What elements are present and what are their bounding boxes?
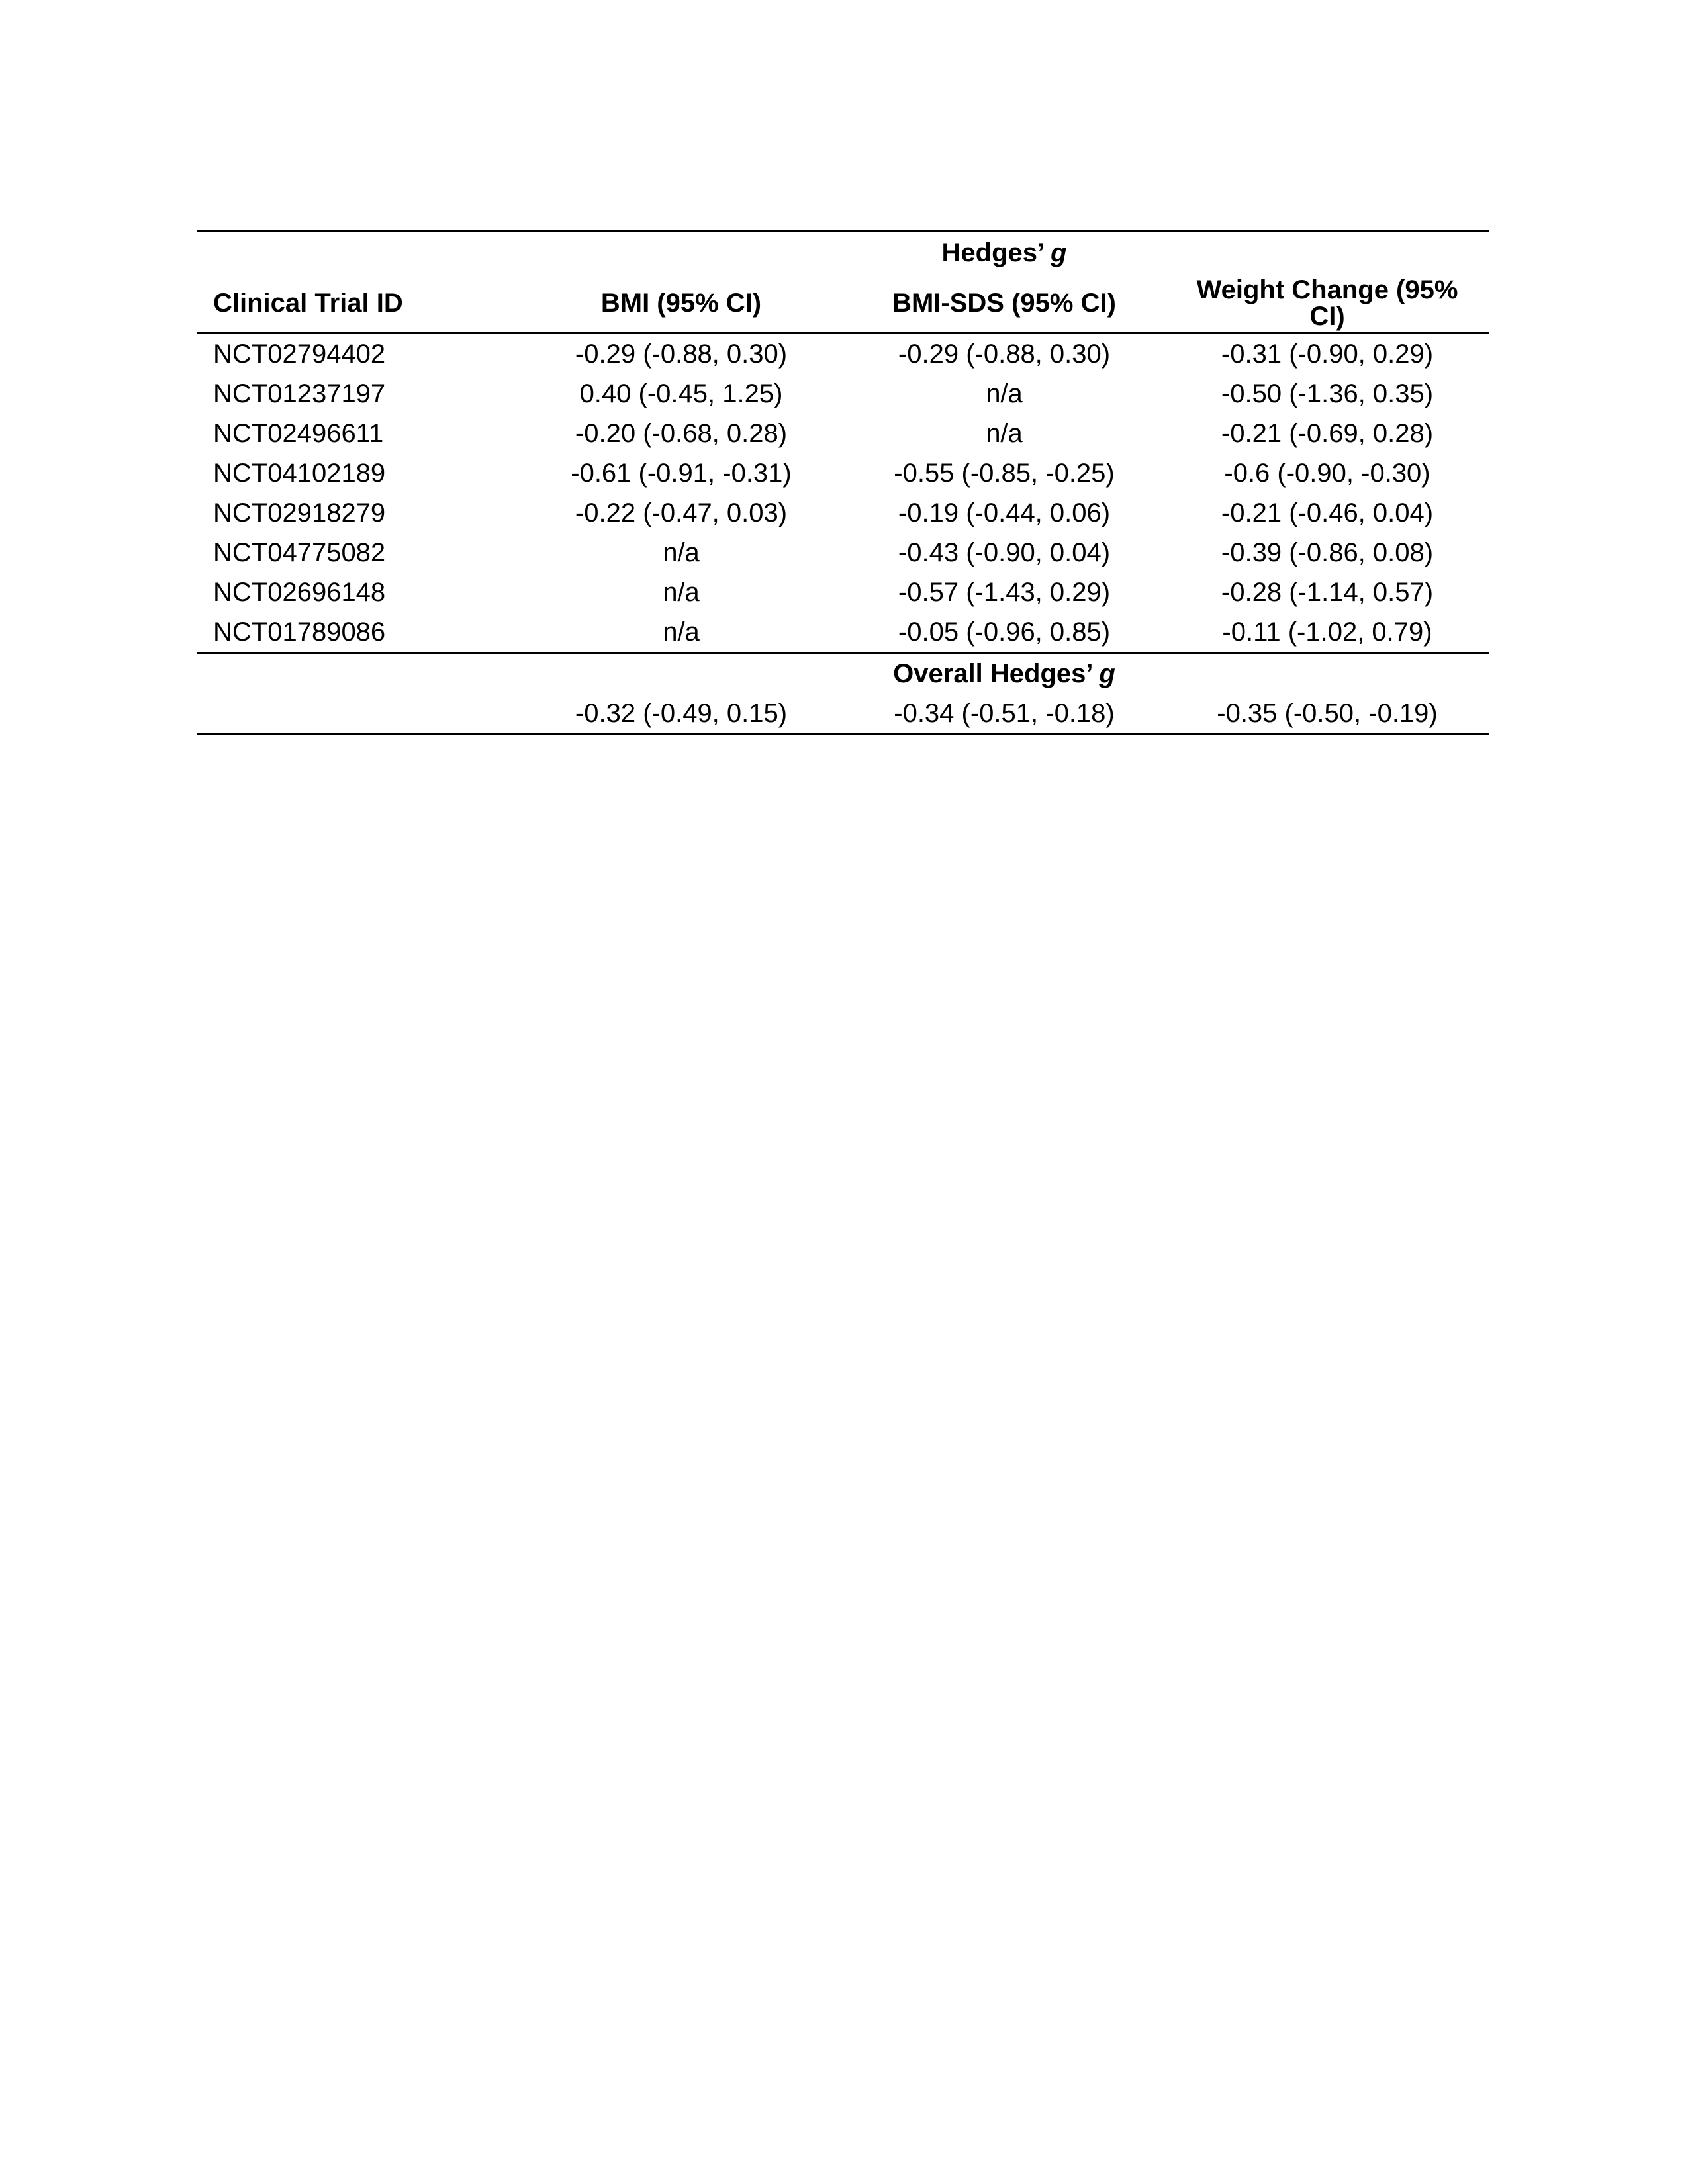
bmi-sds-cell: -0.57 (-1.43, 0.29) bbox=[898, 578, 1111, 607]
weight-change-cell: -0.6 (-0.90, -0.30) bbox=[1224, 459, 1430, 488]
trial-id-cell: NCT02918279 bbox=[213, 498, 386, 527]
trial-id-cell: NCT01237197 bbox=[213, 379, 386, 408]
bmi-cell: n/a bbox=[663, 538, 700, 567]
bmi-cell: -0.22 (-0.47, 0.03) bbox=[575, 498, 788, 527]
overall-header-row bbox=[197, 653, 1489, 694]
bmi-cell: -0.29 (-0.88, 0.30) bbox=[575, 340, 788, 369]
bmi-cell: -0.61 (-0.91, -0.31) bbox=[571, 459, 792, 488]
group-header-prefix: Hedges’ bbox=[941, 238, 1051, 267]
weight-change-cell: -0.50 (-1.36, 0.35) bbox=[1221, 379, 1434, 408]
overall-header bbox=[843, 653, 1166, 694]
overall-label-cell bbox=[197, 694, 520, 735]
bmi-cell: 0.40 (-0.45, 1.25) bbox=[579, 379, 783, 408]
weight-change-cell: -0.11 (-1.02, 0.79) bbox=[1166, 612, 1489, 653]
weight-change-cell: -0.39 (-0.86, 0.08) bbox=[1221, 538, 1434, 567]
group-header-symbol: g bbox=[1051, 238, 1067, 267]
bmi-sds-cell: -0.29 (-0.88, 0.30) bbox=[898, 340, 1111, 369]
table-row bbox=[197, 374, 1489, 414]
bmi-cell: n/a bbox=[520, 612, 843, 653]
bmi-sds-cell: n/a bbox=[986, 379, 1023, 408]
table-row bbox=[197, 334, 1489, 375]
table-row bbox=[197, 572, 1489, 612]
trial-id-cell: NCT02696148 bbox=[213, 578, 386, 607]
trial-id-cell: NCT02794402 bbox=[213, 340, 386, 369]
table-row bbox=[197, 493, 1489, 533]
group-header-row bbox=[197, 232, 1489, 274]
weight-change-cell: -0.31 (-0.90, 0.29) bbox=[1221, 340, 1434, 369]
bmi-sds-cell: n/a bbox=[986, 419, 1023, 448]
group-header bbox=[843, 232, 1166, 274]
weight-change-cell: -0.28 (-1.14, 0.57) bbox=[1221, 578, 1434, 607]
column-header-row bbox=[197, 274, 1489, 334]
overall-bmi-cell: -0.32 (-0.49, 0.15) bbox=[520, 694, 843, 735]
overall-bmi-sds-cell: -0.34 (-0.51, -0.18) bbox=[843, 694, 1166, 735]
hedges-g-table bbox=[197, 230, 1489, 735]
bmi-sds-cell: -0.43 (-0.90, 0.04) bbox=[898, 538, 1111, 567]
bmi-sds-cell: -0.19 (-0.44, 0.06) bbox=[898, 498, 1111, 527]
bmi-sds-cell: -0.05 (-0.96, 0.85) bbox=[843, 612, 1166, 653]
weight-change-cell: -0.21 (-0.69, 0.28) bbox=[1221, 419, 1434, 448]
column-header-bmi-sds: BMI-SDS (95% CI) bbox=[843, 274, 1166, 334]
column-header-trial-id: Clinical Trial ID bbox=[197, 274, 520, 334]
trial-id-cell: NCT01789086 bbox=[197, 612, 520, 653]
overall-row bbox=[197, 694, 1489, 735]
overall-header-prefix: Overall Hedges’ bbox=[893, 659, 1100, 688]
bmi-cell: n/a bbox=[663, 578, 700, 607]
trial-id-cell: NCT04775082 bbox=[213, 538, 386, 567]
bmi-sds-cell: -0.55 (-0.85, -0.25) bbox=[894, 459, 1115, 488]
trial-id-cell: NCT02496611 bbox=[213, 419, 384, 448]
table-row bbox=[197, 533, 1489, 572]
overall-header-symbol: g bbox=[1099, 659, 1115, 688]
overall-weight-change-cell: -0.35 (-0.50, -0.19) bbox=[1166, 694, 1489, 735]
table-row bbox=[197, 414, 1489, 453]
table-row bbox=[197, 453, 1489, 493]
bmi-cell: -0.20 (-0.68, 0.28) bbox=[575, 419, 788, 448]
hedges-g-table-container bbox=[197, 230, 1489, 735]
column-header-weight-change: Weight Change (95% CI) bbox=[1166, 274, 1489, 334]
table-row bbox=[197, 612, 1489, 653]
weight-change-cell: -0.21 (-0.46, 0.04) bbox=[1221, 498, 1434, 527]
column-header-bmi: BMI (95% CI) bbox=[520, 274, 843, 334]
trial-id-cell: NCT04102189 bbox=[213, 459, 386, 488]
